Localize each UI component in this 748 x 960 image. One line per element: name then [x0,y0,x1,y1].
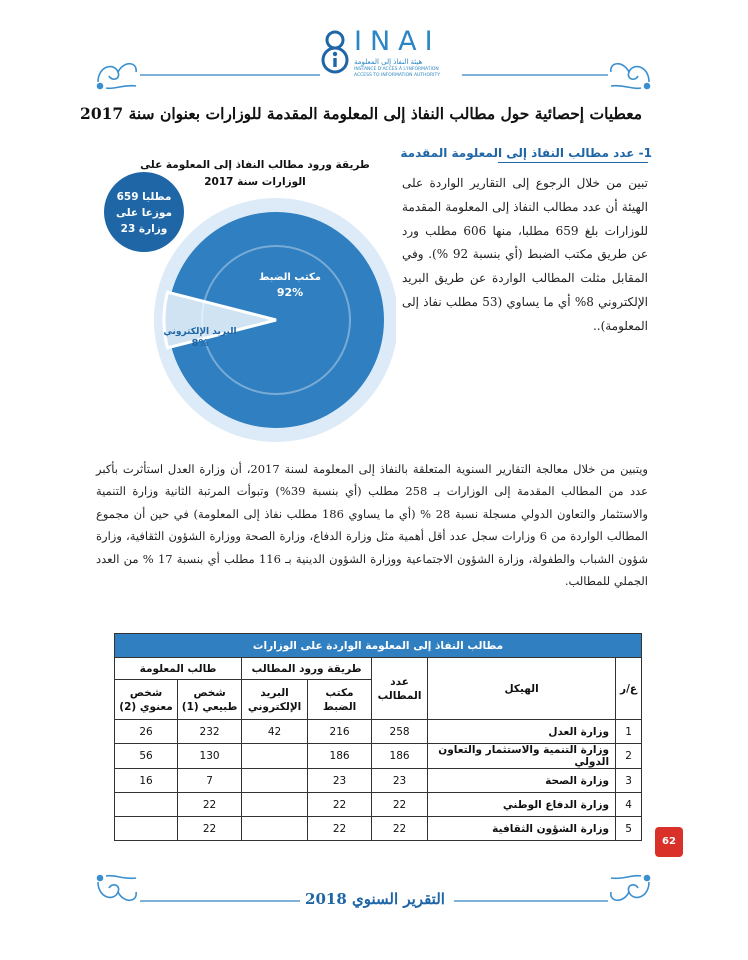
chart-title: طريقة ورود مطالب النفاذ إلى المعلومة على الوزارات سنة 2017 [140,159,370,188]
cell-count: 22 [372,793,428,817]
analysis-paragraph: ويتبين من خلال معالجة التقارير السنوية المتعلقة بالنفاذ إلى المعلومة لسنة 2017، أن وزارة العدل استأثرت بأكبر عدد من المطالب المقدمة إلى الوزارات بـ 258 مطلب (أي بنسبة 39%) وتبوأت المرتبة الثانية وزارة التنمية والاستثمار والتعاون الدولي مسجلة نسبة 28 % (أي ما يساوي 186 مطلب نفاذ إلى المعلومة) في حين أن مجموع المطالب الواردة من 6 وزارات سجل عدد أقل أهمية مثل وزارة الدفاع، وزارة الصحة ووزارة الشؤون الثقافية، وزارة شؤون الشباب والطفولة، وزارة الشؤون الاجتماعية ووزارة الشؤون الدينية بـ 116 مطلب أي بنسبة 17 % من العدد الجملي للمطالب. [96,462,649,589]
footer-divider-right [454,900,608,902]
header-email: البريد الإلكتروني [242,680,308,720]
slice-value-email: 8% [191,338,209,349]
cell-legal [115,817,178,841]
cell-count: 258 [372,720,428,744]
logo-english: ACCESS TO INFORMATION AUTHORITY [354,73,440,78]
header-office: مكتب الضبط [308,680,372,720]
cell-count: 23 [372,769,428,793]
slice-label-office: مكتب الضبط [259,272,321,283]
header-index: ع/ر [616,658,642,720]
badge-line-3: 23 وزارة [120,223,168,235]
ornament-bottom-left [92,870,142,912]
requests-table [114,633,641,841]
page-title: معطيات إحصائية حول مطالب النفاذ إلى المعلومة المقدمة للوزارات بعنوان سنة 2017 [80,104,642,123]
slice-label-email: البريد الإلكتروني [163,327,237,337]
cell-index: 3 [616,769,642,793]
cell-index: 1 [616,720,642,744]
cell-structure: وزارة الشؤون الثقافية [428,817,616,841]
header-legal: شخص معنوي (2) [115,680,178,720]
table-row [115,769,642,793]
footer-title: التقرير السنوي 2018 [305,890,445,908]
cell-email [242,744,308,769]
cell-index: 2 [616,744,642,769]
header-divider-right [462,74,608,76]
ornament-bottom-right [605,870,655,912]
cell-structure: وزارة الصحة [428,769,616,793]
pie-chart [96,170,396,462]
cell-office: 22 [308,793,372,817]
cell-office: 22 [308,817,372,841]
cell-index: 4 [616,793,642,817]
table-row [115,817,642,841]
cell-legal [115,793,178,817]
badge-line-1: 659 مطلبا [116,191,172,203]
badge-line-2: موزعا على [116,207,172,219]
section-underline [498,162,648,163]
table-row [115,720,642,744]
header-divider-left [140,74,320,76]
cell-index: 5 [616,817,642,841]
header-method: طريقة ورود المطالب [242,658,372,680]
cell-legal: 56 [115,744,178,769]
cell-office: 23 [308,769,372,793]
section-paragraph: تبين من خلال الرجوع إلى التقارير الواردة على الهيئة أن عدد مطالب النفاذ إلى المعلومة المقدمة للوزارات بلغ 659 مطلبا، منها 606 مطلب ورد عن طريق مكتب الضبط (أي بنسبة 92 %). وفي المقابل مثلت المطالب الواردة عن طريق البريد الإلكتروني 8% أي ما يساوي (53 مطلب نفاذ إلى المعلومة).. [402,176,649,333]
footer-divider-left [140,900,300,902]
cell-email [242,769,308,793]
cell-natural: 22 [178,793,242,817]
logo-word: INAI [354,26,441,57]
cell-office: 186 [308,744,372,769]
cell-office: 216 [308,720,372,744]
cell-email [242,817,308,841]
cell-legal: 26 [115,720,178,744]
header-count: عدد المطالب [372,658,428,720]
header-natural: شخص طبيعي (1) [178,680,242,720]
logo-arabic: هيئة النفاذ إلى المعلومة [354,58,423,66]
cell-legal: 16 [115,769,178,793]
table-caption: مطالب النفاذ إلى المعلومة الواردة على الوزارات [115,634,642,658]
header-structure: الهيكل [428,658,616,720]
ornament-top-right [605,52,655,94]
ornament-top-left [92,52,142,94]
table-row [115,793,642,817]
logo-french: INSTANCE D'ACCÈS À L'INFORMATION [354,67,439,72]
info-i-icon [318,28,352,74]
cell-email [242,793,308,817]
cell-count: 22 [372,817,428,841]
cell-structure: وزارة التنمية والاستثمار والتعاون الدولي [428,744,616,769]
cell-structure: وزارة العدل [428,720,616,744]
cell-structure: وزارة الدفاع الوطني [428,793,616,817]
cell-natural: 22 [178,817,242,841]
cell-natural: 232 [178,720,242,744]
section-heading: 1- عدد مطالب النفاذ إلى المعلومة المقدمة [400,146,652,160]
slice-value-office: 92% [276,286,304,299]
page-number: 62 [655,827,683,857]
inai-logo [318,24,468,78]
table-row [115,744,642,769]
header-requester: طالب المعلومة [115,658,242,680]
cell-count: 186 [372,744,428,769]
cell-email: 42 [242,720,308,744]
cell-natural: 130 [178,744,242,769]
cell-natural: 7 [178,769,242,793]
